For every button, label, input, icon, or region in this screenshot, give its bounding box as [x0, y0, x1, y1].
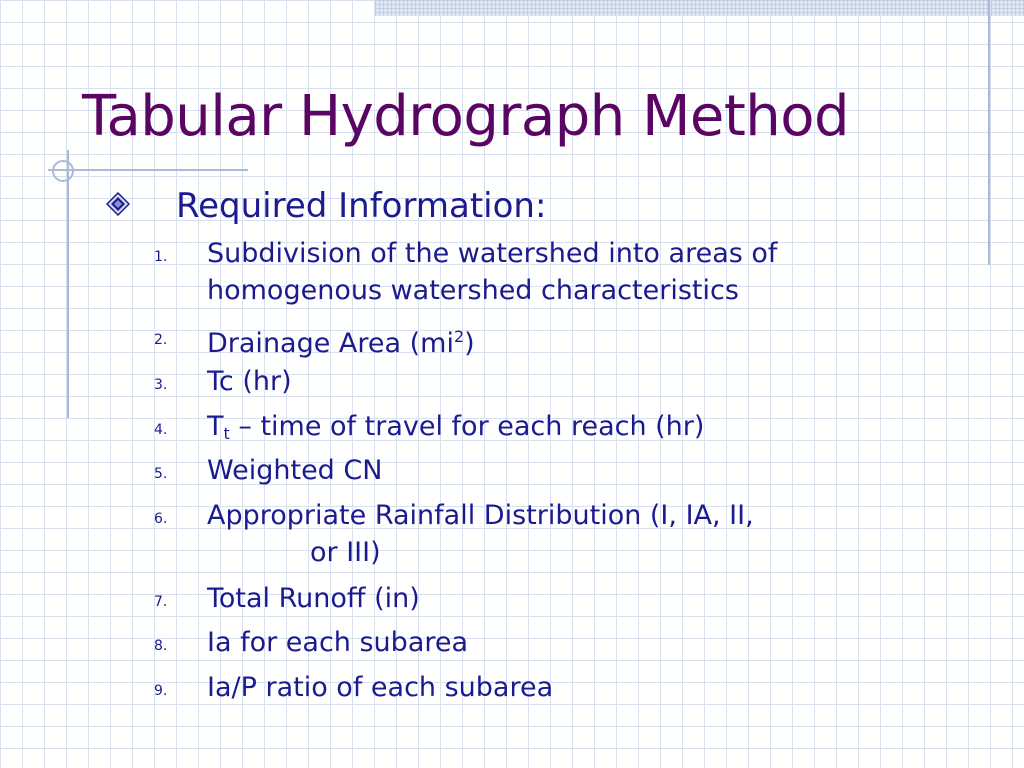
superscript: 2: [453, 327, 465, 346]
list-text: Tc (hr): [207, 366, 292, 397]
list-number: 8.: [154, 638, 168, 654]
list-text-tail: ): [464, 328, 475, 359]
list-text-main: T: [207, 411, 224, 442]
list-number: 3.: [154, 377, 168, 393]
list-number: 5.: [154, 466, 168, 482]
decorative-circle: [52, 160, 74, 182]
list-text-line1: Subdivision of the watershed into areas of: [207, 238, 778, 269]
list-number: 1.: [154, 249, 168, 265]
list-number: 7.: [154, 594, 168, 610]
list-text-main: Drainage Area (mi: [207, 328, 454, 359]
list-text: [207, 409, 704, 452]
list-text: Ia for each subarea: [207, 627, 469, 658]
list-text: Total Runoff (in): [207, 583, 420, 614]
subscript: t: [223, 424, 230, 443]
list-number: 4.: [154, 422, 168, 438]
section-heading: Required Information:: [176, 186, 547, 226]
list-text: Weighted CN: [207, 455, 383, 486]
list-number: 2.: [154, 332, 168, 348]
list-text: Ia/P ratio of each subarea: [207, 672, 554, 703]
list-text: [207, 319, 475, 362]
list-text-line2: homogenous watershed characteristics: [207, 275, 739, 306]
list-text-tail: – time of travel for each reach (hr): [229, 411, 705, 442]
list-text-line1: Appropriate Rainfall Distribution (I, IA, II,: [207, 500, 754, 531]
decorative-title-underline: [48, 169, 248, 171]
decorative-top-band: [375, 0, 1024, 16]
list-number: 6.: [154, 511, 168, 527]
diamond-bullet-icon: [106, 192, 130, 216]
list-number: 9.: [154, 683, 168, 699]
list-text-line2: or III): [310, 537, 381, 568]
decorative-right-line: [988, 0, 990, 265]
slide-title: Tabular Hydrograph Method: [82, 84, 850, 149]
decorative-left-line: [67, 150, 69, 418]
